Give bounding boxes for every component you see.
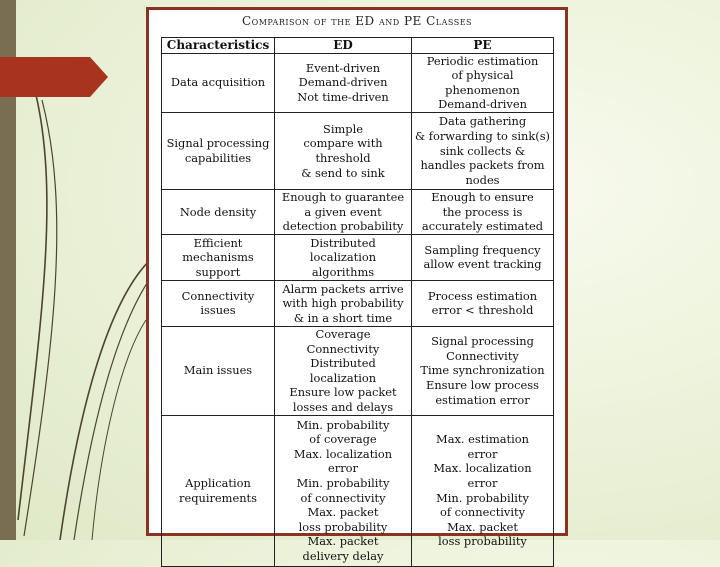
cell-characteristic: Efficient mechanisms support <box>162 234 275 280</box>
cell-pe: Signal processing Connectivity Time synchronization Ensure low process estimation error <box>412 326 554 415</box>
table-title: Comparison of the ED and PE Classes <box>241 14 473 28</box>
table-row <box>162 280 554 326</box>
table-row <box>162 326 554 415</box>
cell-pe: Enough to ensure the process is accurately estimated <box>412 189 554 234</box>
cell-ed: Simple compare with threshold & send to sink <box>275 112 412 189</box>
cell-pe: Periodic estimation of physical phenomenon Demand-driven <box>412 53 554 112</box>
cell-pe: Data gathering & forwarding to sink(s) sink collects & handles packets from nodes <box>412 112 554 189</box>
header-ed: ED <box>275 38 412 54</box>
cell-ed: Alarm packets arrive with high probability & in a short time <box>275 280 412 326</box>
table-slide <box>146 7 568 563</box>
cell-characteristic: Data acquisition <box>162 53 275 112</box>
cell-pe: Max. estimation error Max. localization error Min. probability of connectivity Max. packet loss probability <box>412 415 554 566</box>
table-row <box>162 189 554 234</box>
table-row <box>162 415 554 566</box>
cell-ed: Distributed localization algorithms <box>275 234 412 280</box>
header-pe: PE <box>412 38 554 54</box>
cell-characteristic: Application requirements <box>162 415 275 566</box>
cell-ed: Coverage Connectivity Distributed localization Ensure low packet losses and delays <box>275 326 412 415</box>
cell-characteristic: Main issues <box>162 326 275 415</box>
comparison-table <box>161 37 554 567</box>
cell-ed: Enough to guarantee a given event detection probability <box>275 189 412 234</box>
cell-pe: Sampling frequency allow event tracking <box>412 234 554 280</box>
cell-characteristic: Connectivity issues <box>162 280 275 326</box>
arrow-pointer-icon <box>0 57 108 97</box>
table-row <box>162 234 554 280</box>
cell-ed: Min. probability of coverage Max. localization error Min. probability of connectivity Max. packet loss probability Max. packet delivery delay <box>275 415 412 566</box>
cell-pe: Process estimation error < threshold <box>412 280 554 326</box>
cell-characteristic: Node density <box>162 189 275 234</box>
cell-characteristic: Signal processing capabilities <box>162 112 275 189</box>
table-row <box>162 112 554 189</box>
header-characteristics: Characteristics <box>162 38 275 54</box>
table-header-row <box>162 38 554 54</box>
table-row <box>162 53 554 112</box>
cell-ed: Event-driven Demand-driven Not time-driven <box>275 53 412 112</box>
